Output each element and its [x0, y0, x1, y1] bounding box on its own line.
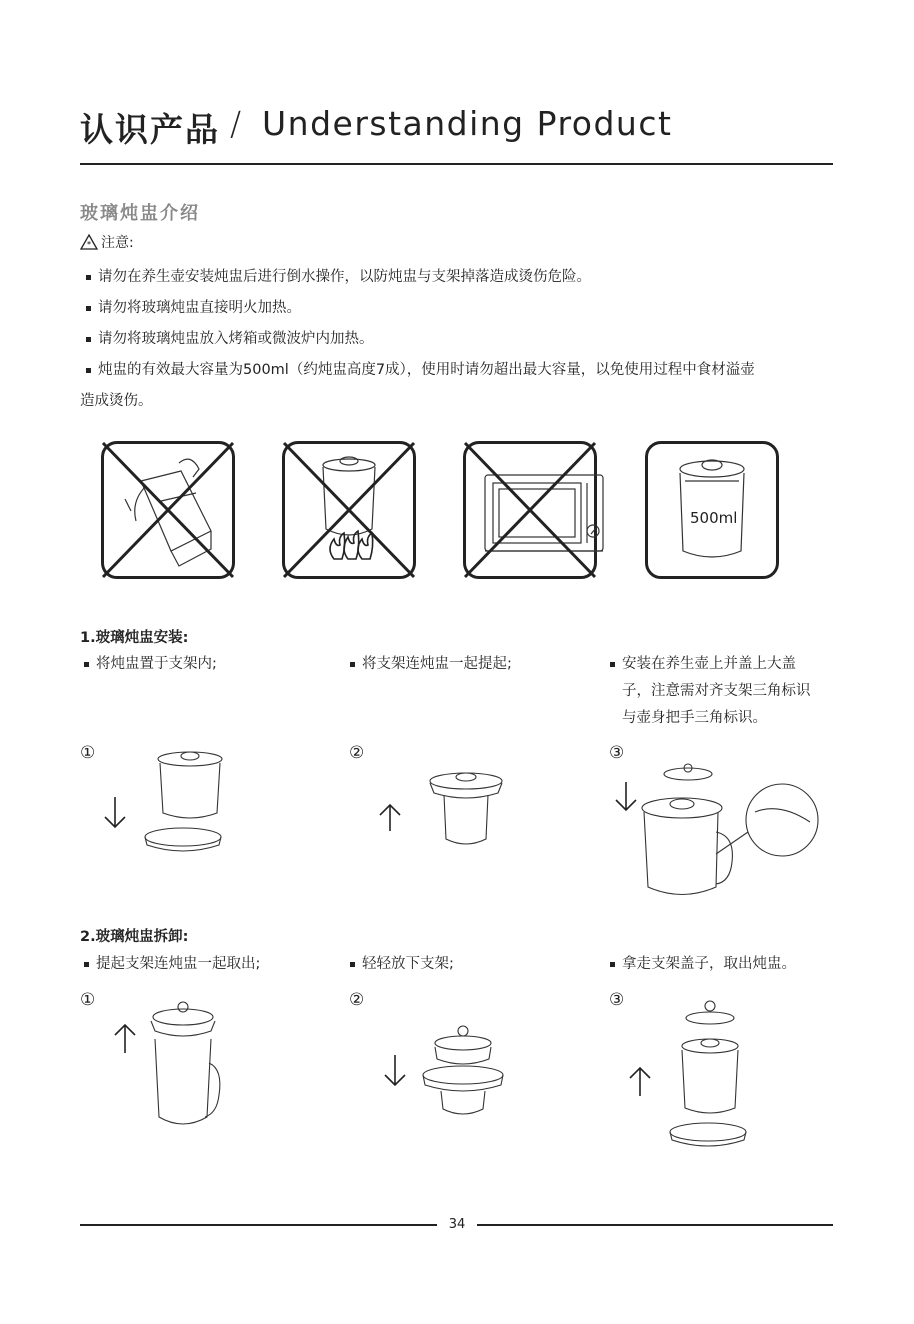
remove-step-3-text: 拿走支架盖子，取出炖盅。 — [606, 951, 796, 978]
header-rule — [80, 163, 833, 165]
list-item: 请勿在养生壶安装炖盅后进行倒水操作，以防炖盅与支架掉落造成烫伤危险。 — [80, 262, 840, 293]
list-item: 请勿将玻璃炖盅放入烤箱或微波炉内加热。 — [80, 324, 840, 355]
list-item-continuation: 造成烫伤。 — [80, 393, 153, 409]
footer-rule-left — [80, 1224, 437, 1226]
install-heading: 1.玻璃炖盅安装: — [80, 630, 189, 646]
capacity-500ml-icon — [645, 441, 779, 579]
remove-step-2-illustration — [375, 1025, 525, 1155]
footer-rule-right — [477, 1224, 833, 1226]
no-pouring-icon — [101, 441, 235, 579]
install-step-3-number: ③ — [609, 743, 625, 763]
caution-label: 注意: — [101, 235, 134, 251]
install-step-1-text: 将炖盅置于支架内; — [80, 651, 217, 678]
install-step-1-number: ① — [80, 743, 96, 763]
install-step-2-illustration — [370, 765, 510, 885]
svg-text:*: * — [87, 240, 91, 249]
caution-list — [80, 262, 840, 417]
page-title-cn: 认识产品 — [80, 110, 220, 149]
remove-step-2-text: 轻轻放下支架; — [346, 951, 454, 978]
no-microwave-icon — [463, 441, 597, 579]
warning-icon — [80, 234, 98, 250]
title-separator: / — [230, 104, 242, 143]
install-step-3-text: 安装在养生壶上并盖上大盖 子，注意需对齐支架三角标识 与壶身把手三角标识。 — [606, 651, 836, 732]
remove-step-1-illustration — [105, 995, 245, 1135]
list-item: 请勿将玻璃炖盅直接明火加热。 — [80, 293, 840, 324]
page-number: 34 — [448, 1217, 466, 1232]
list-item: 炖盅的有效最大容量为500ml（约炖盅高度7成），使用时请勿超出最大容量，以免使用过程中食材溢壶 — [80, 355, 840, 386]
install-step-2-number: ② — [349, 743, 365, 763]
section-title: 玻璃炖盅介绍 — [80, 203, 200, 224]
install-step-2-text: 将支架连炖盅一起提起; — [346, 651, 512, 678]
remove-step-1-number: ① — [80, 990, 96, 1010]
remove-step-3-illustration — [620, 1000, 770, 1160]
install-step-1-illustration — [95, 745, 235, 865]
page-title-en: Understanding Product — [262, 104, 673, 143]
remove-heading: 2.玻璃炖盅拆卸: — [80, 929, 189, 945]
remove-step-1-text: 提起支架连炖盅一起取出; — [80, 951, 260, 978]
remove-step-3-number: ③ — [609, 990, 625, 1010]
no-open-flame-icon — [282, 441, 416, 579]
install-step-3-illustration — [610, 762, 830, 912]
remove-step-2-number: ② — [349, 990, 365, 1010]
caution-note — [80, 232, 134, 252]
capacity-label: 500ml — [690, 509, 738, 527]
